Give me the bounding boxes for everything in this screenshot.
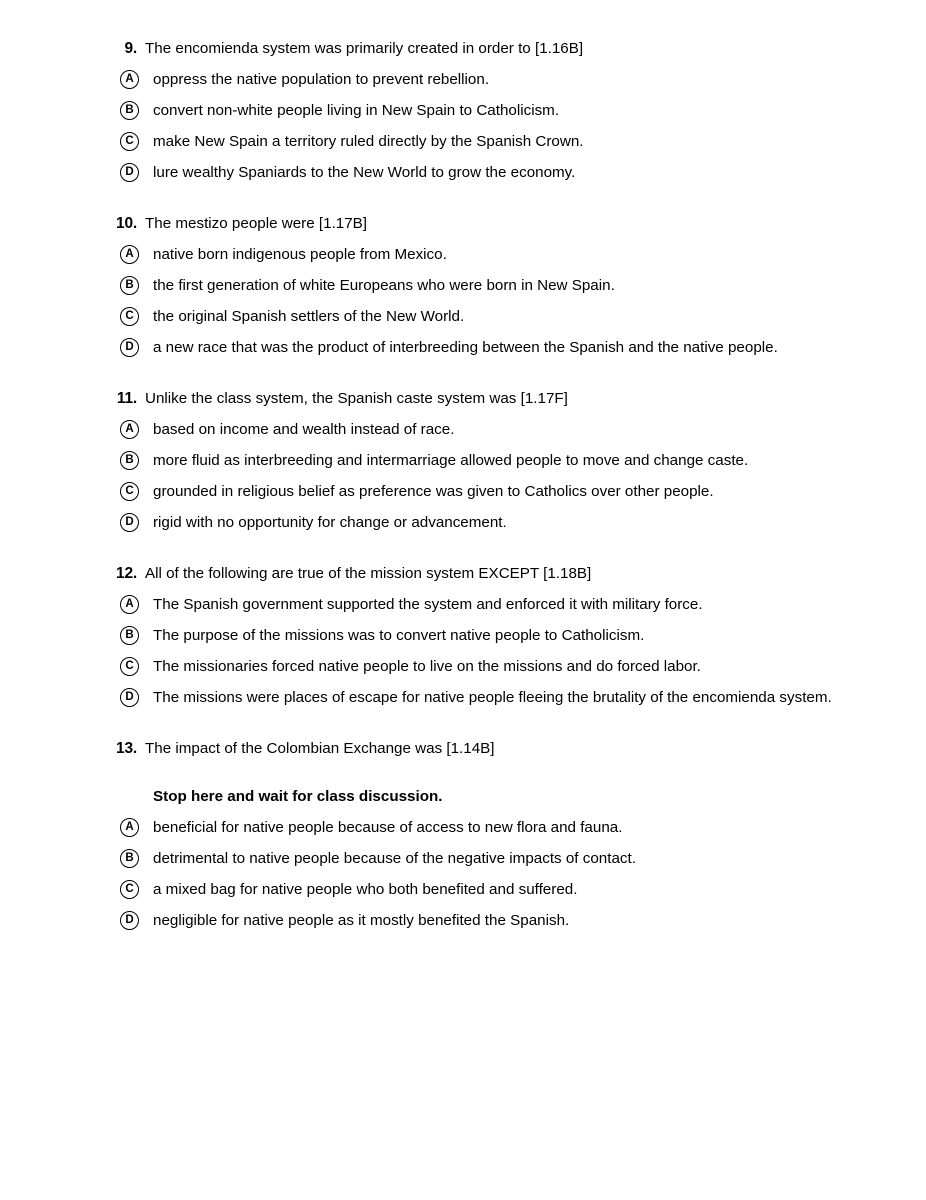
option-marker[interactable]	[108, 162, 153, 182]
option-marker[interactable]	[108, 848, 153, 868]
question-stem-text: The encomienda system was primarily created in order to [1.16B]	[145, 40, 584, 57]
answer-option-c[interactable]	[108, 131, 878, 152]
option-circle-icon[interactable]: D	[120, 911, 139, 930]
question-stem-text: The impact of the Colombian Exchange was [1.14B]	[145, 740, 495, 757]
option-circle-icon[interactable]: A	[120, 595, 139, 614]
question-stem-row	[108, 38, 878, 59]
option-marker[interactable]	[108, 275, 153, 295]
option-marker[interactable]	[108, 131, 153, 151]
question-block	[108, 213, 878, 358]
option-text[interactable]: native born indigenous people from Mexico.	[153, 246, 447, 263]
option-marker[interactable]	[108, 481, 153, 501]
option-marker[interactable]	[108, 817, 153, 837]
answer-option-d[interactable]	[108, 687, 878, 708]
answer-option-a[interactable]	[108, 817, 878, 838]
answer-option-c[interactable]	[108, 481, 878, 502]
answer-option-d[interactable]	[108, 910, 878, 931]
option-marker[interactable]	[108, 244, 153, 264]
option-marker[interactable]	[108, 100, 153, 120]
instruction-note-row	[108, 786, 878, 807]
option-circle-icon[interactable]: C	[120, 880, 139, 899]
option-text[interactable]: a new race that was the product of interbreeding between the Spanish and the native people.	[153, 339, 778, 356]
answer-option-b[interactable]	[108, 275, 878, 296]
option-circle-icon[interactable]: B	[120, 849, 139, 868]
option-circle-icon[interactable]: B	[120, 276, 139, 295]
option-text[interactable]: grounded in religious belief as preference was given to Catholics over other people.	[153, 483, 714, 500]
option-circle-icon[interactable]: C	[120, 132, 139, 151]
answer-option-c[interactable]	[108, 656, 878, 677]
option-circle-icon[interactable]: C	[120, 482, 139, 501]
answer-option-d[interactable]	[108, 162, 878, 183]
option-text[interactable]: The missionaries forced native people to live on the missions and do forced labor.	[153, 658, 701, 675]
answer-option-a[interactable]	[108, 244, 878, 265]
option-marker[interactable]	[108, 879, 153, 899]
question-block	[108, 563, 878, 708]
option-text[interactable]: based on income and wealth instead of race.	[153, 421, 455, 438]
instruction-note-text: Stop here and wait for class discussion.	[153, 788, 443, 805]
question-stem-text: Unlike the class system, the Spanish caste system was [1.17F]	[145, 390, 568, 407]
answer-option-b[interactable]	[108, 450, 878, 471]
option-marker[interactable]	[108, 910, 153, 930]
option-circle-icon[interactable]: A	[120, 245, 139, 264]
answer-option-b[interactable]	[108, 848, 878, 869]
option-text[interactable]: The purpose of the missions was to convert native people to Catholicism.	[153, 627, 645, 644]
question-stem-text: All of the following are true of the mission system EXCEPT [1.18B]	[145, 565, 592, 582]
question-stem-row	[108, 738, 878, 759]
option-marker[interactable]	[108, 419, 153, 439]
option-text[interactable]: negligible for native people as it mostly benefited the Spanish.	[153, 912, 570, 929]
answer-option-d[interactable]	[108, 512, 878, 533]
option-text[interactable]: oppress the native population to prevent rebellion.	[153, 71, 490, 88]
option-marker[interactable]	[108, 337, 153, 357]
option-circle-icon[interactable]: C	[120, 307, 139, 326]
option-text[interactable]: beneficial for native people because of access to new flora and fauna.	[153, 819, 623, 836]
questions-container	[108, 38, 878, 931]
option-circle-icon[interactable]: A	[120, 818, 139, 837]
option-marker[interactable]	[108, 687, 153, 707]
option-marker[interactable]	[108, 656, 153, 676]
answer-option-c[interactable]	[108, 306, 878, 327]
option-circle-icon[interactable]: B	[120, 101, 139, 120]
option-marker[interactable]	[108, 69, 153, 89]
option-marker[interactable]	[108, 306, 153, 326]
question-number: 12.	[116, 565, 137, 582]
question-stem-text: The mestizo people were [1.17B]	[145, 215, 368, 232]
option-circle-icon[interactable]: B	[120, 451, 139, 470]
option-text[interactable]: The missions were places of escape for native people fleeing the brutality of the encomienda system.	[153, 689, 832, 706]
option-text[interactable]: rigid with no opportunity for change or advancement.	[153, 514, 507, 531]
answer-option-b[interactable]	[108, 625, 878, 646]
answer-option-a[interactable]	[108, 419, 878, 440]
option-text[interactable]: the original Spanish settlers of the New World.	[153, 308, 465, 325]
option-marker[interactable]	[108, 450, 153, 470]
question-number: 9.	[124, 40, 137, 57]
answer-option-a[interactable]	[108, 69, 878, 90]
option-text[interactable]: more fluid as interbreeding and intermarriage allowed people to move and change caste.	[153, 452, 749, 469]
option-marker[interactable]	[108, 625, 153, 645]
answer-option-a[interactable]	[108, 594, 878, 615]
question-number: 13.	[116, 740, 137, 757]
option-circle-icon[interactable]: D	[120, 513, 139, 532]
option-circle-icon[interactable]: D	[120, 688, 139, 707]
answer-option-d[interactable]	[108, 337, 878, 358]
option-circle-icon[interactable]: D	[120, 338, 139, 357]
answer-option-b[interactable]	[108, 100, 878, 121]
question-block	[108, 388, 878, 533]
question-number: 11.	[116, 390, 137, 407]
option-circle-icon[interactable]: C	[120, 657, 139, 676]
option-text[interactable]: a mixed bag for native people who both benefited and suffered.	[153, 881, 578, 898]
question-number: 10.	[116, 215, 137, 232]
option-text[interactable]: make New Spain a territory ruled directly by the Spanish Crown.	[153, 133, 584, 150]
option-text[interactable]: convert non-white people living in New Spain to Catholicism.	[153, 102, 560, 119]
option-text[interactable]: The Spanish government supported the system and enforced it with military force.	[153, 596, 703, 613]
option-circle-icon[interactable]: D	[120, 163, 139, 182]
question-stem-row	[108, 388, 878, 409]
option-marker[interactable]	[108, 512, 153, 532]
option-text[interactable]: the first generation of white Europeans who were born in New Spain.	[153, 277, 615, 294]
question-block	[108, 738, 878, 931]
answer-option-c[interactable]	[108, 879, 878, 900]
question-stem-row	[108, 563, 878, 584]
option-marker[interactable]	[108, 594, 153, 614]
question-block	[108, 38, 878, 183]
question-stem-row	[108, 213, 878, 234]
option-text[interactable]: detrimental to native people because of the negative impacts of contact.	[153, 850, 636, 867]
option-text[interactable]: lure wealthy Spaniards to the New World to grow the economy.	[153, 164, 576, 181]
option-circle-icon[interactable]: A	[120, 420, 139, 439]
option-circle-icon[interactable]: B	[120, 626, 139, 645]
option-circle-icon[interactable]: A	[120, 70, 139, 89]
